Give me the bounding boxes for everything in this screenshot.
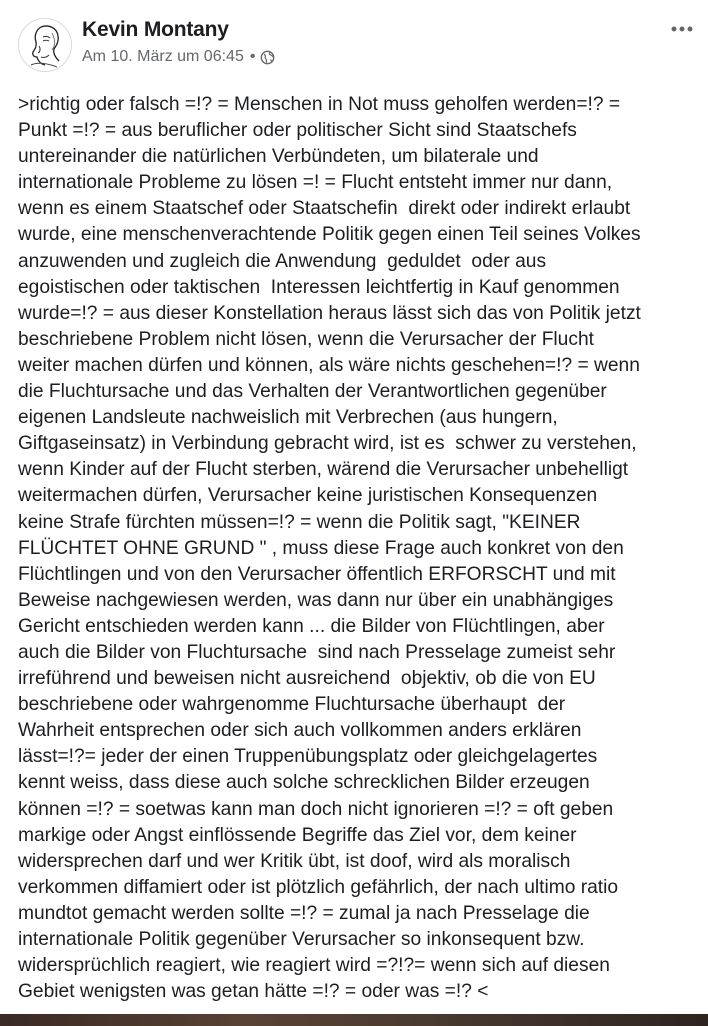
post-text-line: widersprechen darf und wer Kritik übt, ist doof, wird als moralisch bbox=[18, 850, 571, 872]
post-text-line: Wahrheit entsprechen oder sich auch vollkommen anders erklären bbox=[18, 720, 582, 742]
post-text-line: beschriebene oder wahrgenomme Fluchtursache überhaupt der bbox=[18, 694, 566, 716]
post-text-line: können =!? = soetwas kann man doch nicht ignorieren =!? = oft geben bbox=[18, 798, 614, 820]
post-text-line: Gericht entschieden werden kann ... die Bilder von Flüchtlingen, aber bbox=[18, 615, 605, 637]
post-text-line: Gebiet wenigsten was getan hätte =!? = oder was =!? < bbox=[18, 981, 489, 1003]
post-timestamp[interactable]: Am 10. März um 06:45 bbox=[82, 48, 244, 65]
post-text-line: wurde=!? = aus dieser Konstellation heraus lässt sich das von Politik jetzt bbox=[18, 302, 641, 324]
post-text-line: markige oder Angst einflössende Begriffe das Ziel vor, dem keiner bbox=[18, 824, 577, 846]
more-horizontal-icon[interactable] bbox=[670, 22, 694, 36]
post-text-line: egoistischen oder taktischen Interessen leichtfertig in Kauf genommen bbox=[18, 276, 620, 298]
post-text-line: weitermachen dürfen, Verursacher keine juristischen Konsequenzen bbox=[18, 485, 598, 507]
meta-separator: • bbox=[249, 48, 256, 65]
post-text-line: beschriebene Problem nicht lösen, wenn die Verursacher der Flucht bbox=[18, 328, 594, 350]
avatar[interactable] bbox=[18, 18, 72, 72]
post-meta bbox=[82, 48, 275, 66]
post-text-line: Punkt =!? = aus beruflicher oder politischer Sicht sind Staatschefs bbox=[18, 120, 577, 142]
author-name[interactable]: Kevin Montany bbox=[82, 18, 229, 41]
post-text-line: verkommen diffamiert oder ist plötzlich gefährlich, der nach ultimo ratio bbox=[18, 876, 619, 898]
post-text-line: widersprüchlich reagiert, wie reagiert wird =?!?= wenn sich auf diesen bbox=[18, 955, 610, 977]
post-text-line: mundtot gemacht werden sollte =!? = zumal ja nach Presselage die bbox=[18, 902, 590, 924]
post-text-line: Beweise nachgewiesen werden, was dann nur über ein unabhängiges bbox=[18, 589, 614, 611]
post-text-line: irreführend und beweisen nicht ausreichend objektiv, ob die von EU bbox=[18, 668, 596, 690]
avatar-sketch-icon bbox=[19, 19, 71, 71]
post-text-line: kennt weiss, dass diese auch solche schrecklichen Bilder erzeugen bbox=[18, 772, 590, 794]
post-text-line: wurde, eine menschenverachtende Politik gegen einen Teil seines Volkes bbox=[18, 224, 641, 246]
post-text-line: Giftgaseinsatz) in Verbindung gebracht wird, ist es schwer zu verstehen, bbox=[18, 433, 637, 455]
post-text-line: wenn Kinder auf der Flucht sterben, wärend die Verursacher unbehelligt bbox=[18, 459, 629, 481]
post-text-line: Flüchtlingen und von den Verursacher öffentlich ERFORSCHT und mit bbox=[18, 563, 616, 585]
attached-image-edge[interactable] bbox=[0, 1014, 708, 1026]
post-text-line: anzuwenden und zugleich die Anwendung geduldet oder aus bbox=[18, 250, 547, 272]
post-text-line: internationale Probleme zu lösen =! = Flucht entsteht immer nur dann, bbox=[18, 172, 613, 194]
post-header bbox=[18, 18, 694, 74]
post-text-line: FLÜCHTET OHNE GRUND " , muss diese Frage auch konkret von den bbox=[18, 537, 624, 559]
post-text-line: untereinander die natürlichen Verbündeten, um bilaterale und bbox=[18, 146, 539, 168]
post-text-line: internationale Politik gegenüber Verursacher so inkonsequent bzw. bbox=[18, 929, 585, 950]
post-text-line: auch die Bilder von Fluchtursache sind nach Presselage zumeist sehr bbox=[18, 641, 616, 663]
post-text-line: lässt=!?= jeder der einen Truppenübungsplatz oder gleichgelagertes bbox=[18, 746, 598, 768]
post-text-line: keine Strafe fürchten müssen=!? = wenn die Politik sagt, "KEINER bbox=[18, 511, 581, 533]
post-text-line: wenn es einem Staatschef oder Staatschefin direkt oder indirekt erlaubt bbox=[18, 198, 631, 220]
post-text-line: >richtig oder falsch =!? = Menschen in Not muss geholfen werden=!? = bbox=[18, 94, 621, 115]
globe-icon[interactable] bbox=[260, 50, 275, 65]
post-text-line: weiter machen dürfen und können, als wäre nichts geschehen=!? = wenn bbox=[18, 354, 640, 376]
post-text-line: eigenen Landsleute nachweislich mit Verbrechen (aus hungern, bbox=[18, 407, 558, 429]
post-body bbox=[18, 92, 706, 1005]
post-text-line: die Fluchtursache und das Verhalten der Verantwortlichen gegenüber bbox=[18, 381, 607, 403]
